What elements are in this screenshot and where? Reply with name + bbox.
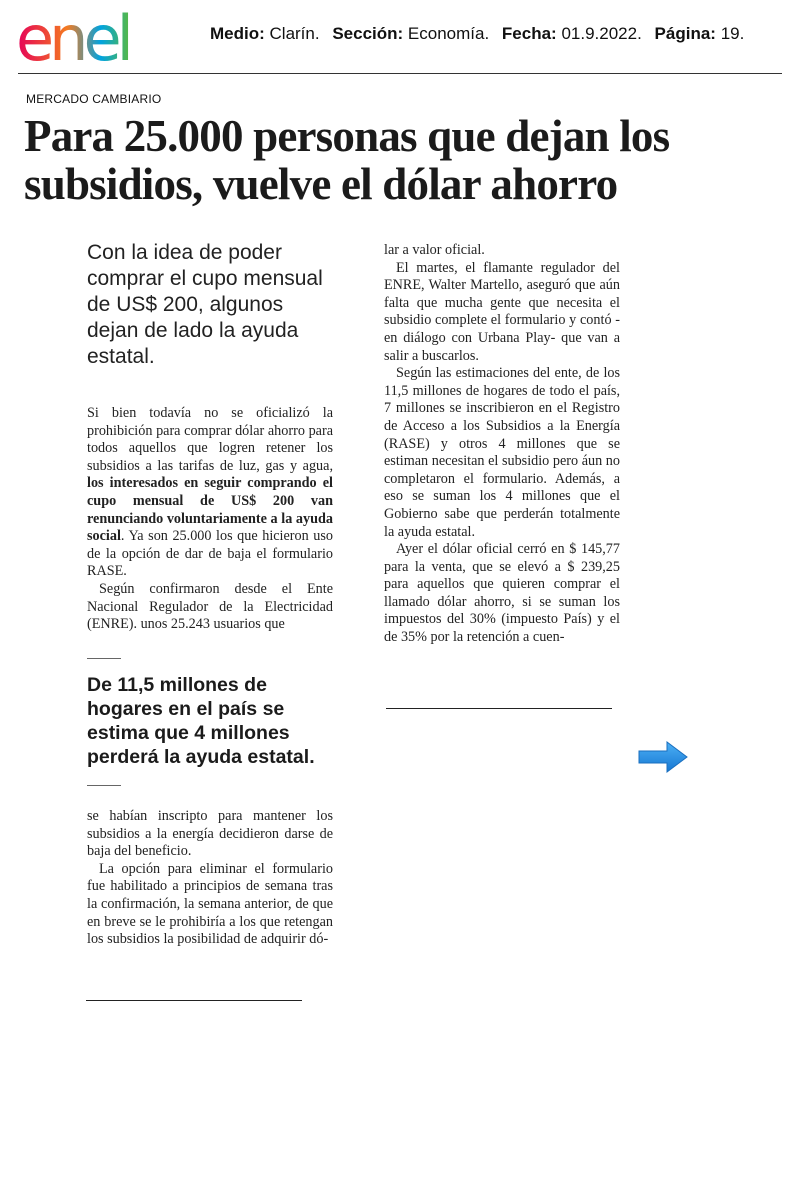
article-deck: Con la idea de poder comprar el cupo mensual de US$ 200, algunos dejan de lado la ayuda estatal. [87, 241, 323, 368]
pullquote: De 11,5 millones de hogares en el país se estima que 4 millones perderá la ayuda estatal. [87, 674, 315, 768]
enel-logo [14, 6, 174, 70]
arrow-right-icon[interactable] [637, 740, 689, 774]
article-headline: Para 25.000 personas que dejan los subsidios, vuelve el dólar ahorro [24, 111, 670, 209]
paragraph-1-text: Si bien todavía no se oficializó la prohibición para comprar dólar ahorro para todos aquellos que logren retener los subsidios a las tarifas de luz, gas y agua, [87, 405, 333, 474]
medio-label: Medio: [210, 24, 265, 43]
paragraph-1-bold: los interesados en seguir comprando el cupo mensual de US$ 200 van renunciando voluntariamente a la ayuda social [87, 475, 333, 545]
article-section-label: MERCADO CAMBIARIO [26, 92, 162, 106]
paragraph-2: Según confirmaron desde el Ente Nacional Regulador de la Electricidad (ENRE). unos 25.243 usuarios que [87, 580, 333, 633]
pagina-label: Página: [654, 24, 716, 43]
medio-value: Clarín. [269, 24, 320, 43]
fecha-value: 01.9.2022. [561, 24, 642, 43]
article-column-1 [87, 405, 333, 634]
seccion-label: Sección: [332, 24, 404, 43]
column-2-end-rule [386, 708, 612, 709]
article-column-1-continued [87, 808, 333, 949]
paragraph-3-continued: lar a valor oficial. [384, 242, 485, 258]
paragraph-3: La opción para eliminar el formulario fue habilitado a principios de semana tras la confirmación, la semana anterior, de que en breve se le prohibiría a los que retengan los subsidios la posibilidad de adquirir dó- [87, 860, 333, 948]
paragraph-6: Ayer el dólar oficial cerró en $ 145,77 para la venta, que se elevó a $ 239,25 para aquellos que quieren comprar el llamado dólar ahorro, si se suman los impuestos del 30% (impuesto País) y el de 35% por la retención a cuen- [384, 541, 620, 646]
column-end-rule [86, 1000, 302, 1001]
press-clipping-meta [210, 24, 744, 44]
paragraph-5: Según las estimaciones del ente, de los 11,5 millones de hogares de todo el país, 7 millones se inscribieron en el Registro de Acceso a los Subsidios a la Energía (RASE) y otros 4 millones que se estiman necesitan el subsidio pero áun no completaron el formulario. Además, a eso se suman los 4 millones que el Gobierno sabe que perderán totalmente la ayuda estatal. [384, 365, 620, 540]
paragraph-1-end: . Ya son 25.000 los que hicieron uso de la opción de dar de baja el formulario RASE. [87, 528, 333, 580]
article-column-2 [384, 242, 620, 647]
seccion-value: Economía. [407, 24, 490, 43]
pullquote-top-rule [87, 658, 121, 659]
pullquote-bottom-rule [87, 785, 121, 786]
header-divider [18, 73, 782, 74]
paragraph-2-continued: se habían inscripto para mantener los subsidios a la energía decidieron darse de baja del beneficio. [87, 808, 333, 860]
logo-wordmark: enel [16, 6, 129, 70]
paragraph-4: El martes, el flamante regulador del ENRE, Walter Martello, aseguró que aún falta que mucha gente que necesita el subsidio complete el formulario y contó -en diálogo con Urbana Play- que van a salir a buscarlos. [384, 259, 620, 364]
fecha-label: Fecha: [501, 24, 557, 43]
pagina-value: 19. [720, 24, 745, 43]
paragraph-1 [87, 405, 333, 581]
